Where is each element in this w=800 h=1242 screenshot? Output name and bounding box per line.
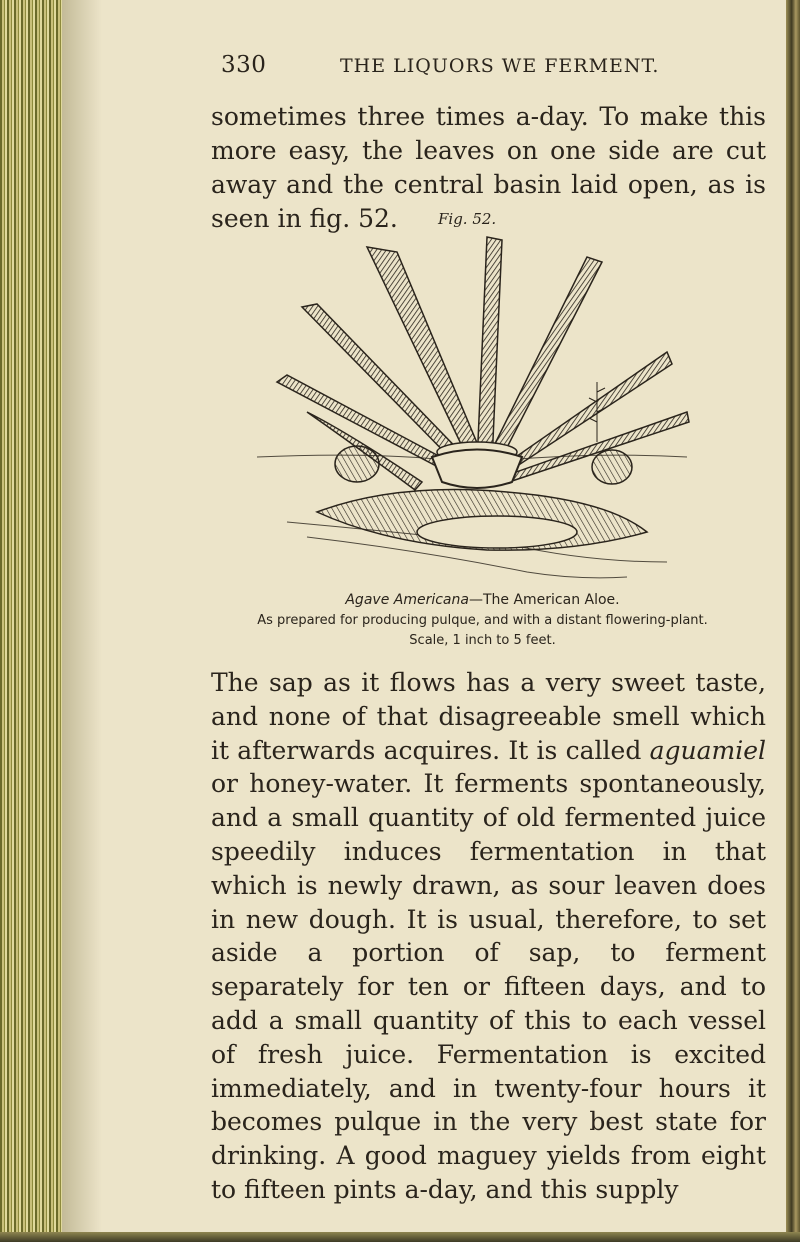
caption-common-name: —The American Aloe. [468, 592, 620, 608]
body-text-before: The sap as it flows has a very sweet taste, and none of that disagreeable smell which it afterwards acquires. It is called [211, 668, 766, 765]
body-text-after: or honey-water. It ferments spontaneously, and a small quantity of old fermented juice speedily induces fermentation in that which is newly drawn, as sour leaven does in new dough. It is usual, therefore, to set aside a portion of sap, to ferment separately for ten or fifteen days, and to add a small quantity of this to each vessel of fresh juice. Fermentation is excited immediately, and in twenty-four hours it becomes pulque in the very best state for drinking. A good maguey yields from eight to fifteen pints a-day, and this supply [211, 769, 766, 1204]
figure-caption-title [200, 590, 765, 610]
page-number: 330 [221, 52, 267, 78]
page-bottom-edge [0, 1232, 800, 1242]
body-paragraph [211, 666, 766, 1207]
page-right-edge [786, 0, 800, 1242]
figure-caption-description: As prepared for producing pulque, and with a distant flowering-plant. [257, 613, 708, 628]
caption-species-name: Agave Americana [345, 592, 469, 608]
running-title: THE LIQUORS WE FERMENT. [340, 55, 660, 77]
top-paragraph: sometimes three times a-day. To make this more easy, the leaves on one side are cut away and the central basin laid open, as is seen in fig. 52. [211, 102, 766, 233]
figure-label: Fig. 52. [438, 210, 497, 228]
binding-shadow [62, 0, 102, 1242]
figure-caption-scale: Scale, 1 inch to 5 feet. [409, 633, 556, 648]
agave-plant-illustration [247, 232, 697, 587]
body-italic-term: aguamiel [649, 735, 766, 765]
book-binding-edge [0, 0, 62, 1242]
